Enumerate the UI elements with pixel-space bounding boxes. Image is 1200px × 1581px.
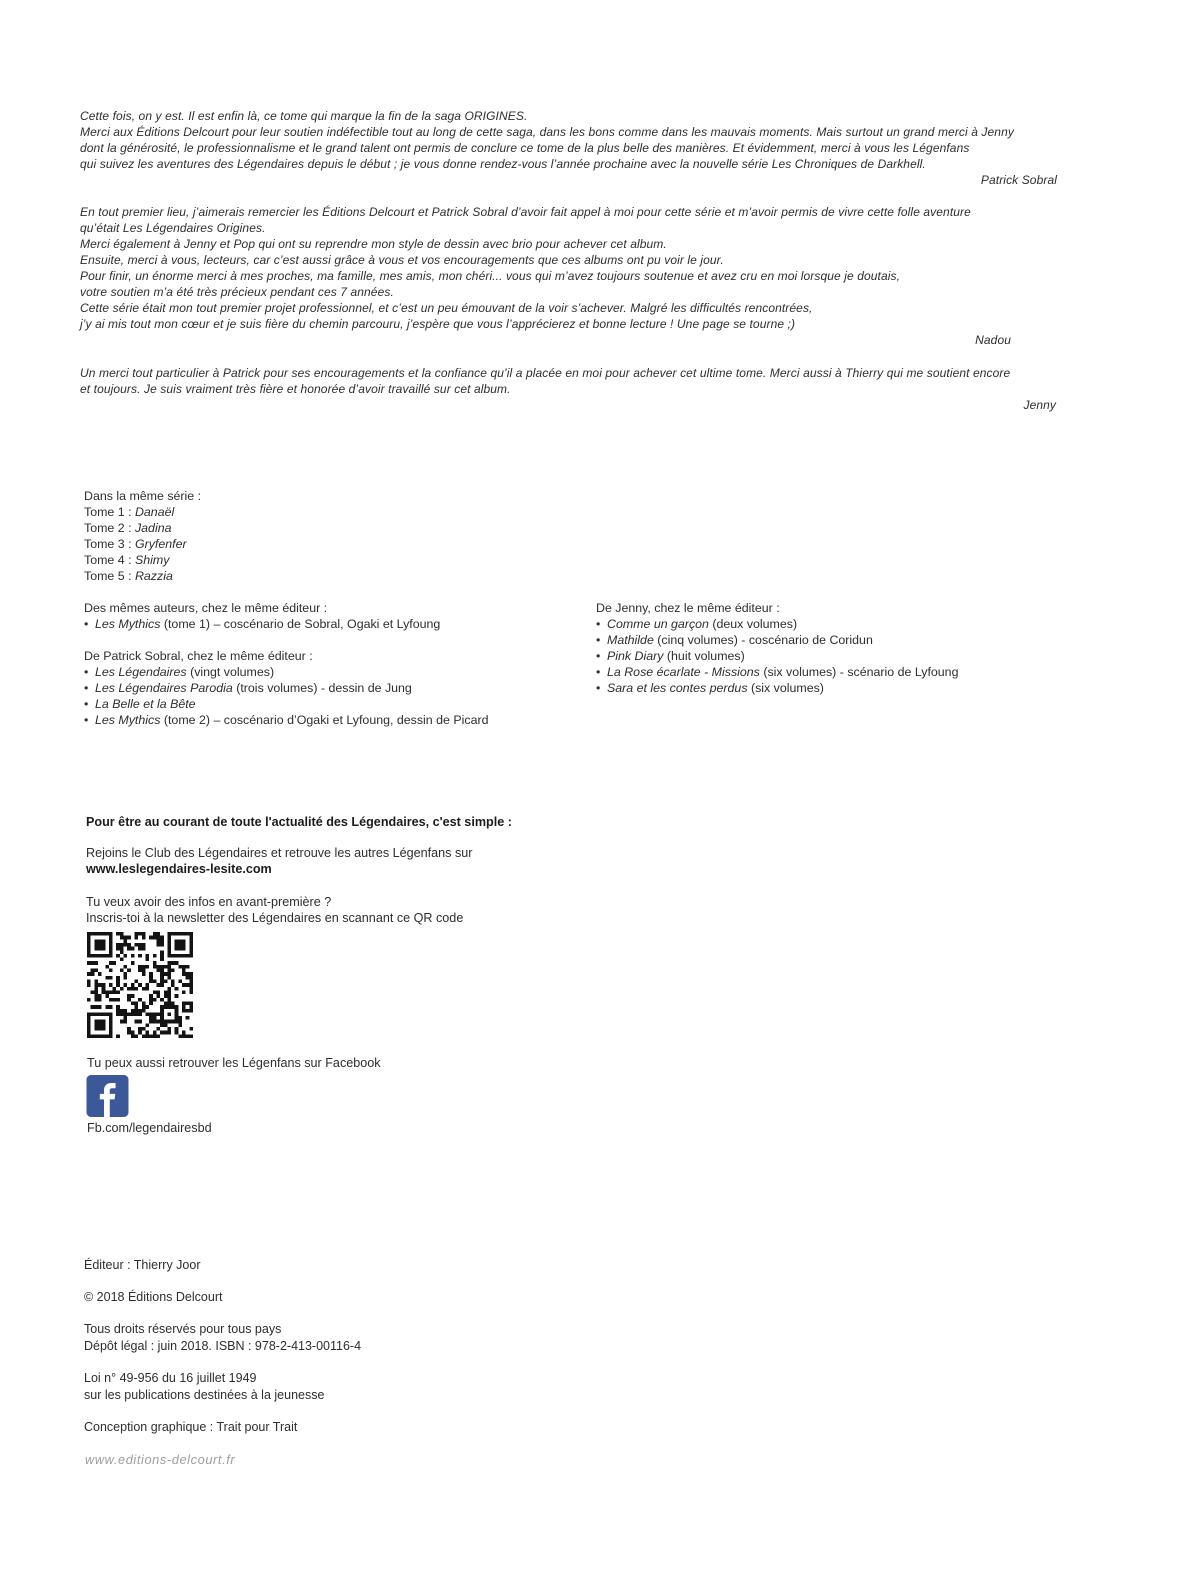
acknowledgment-text xyxy=(80,204,1011,332)
paragraph-line: et toujours. Je suis vraiment très fière et honorée d’avoir travaillé sur cet album. xyxy=(80,382,511,396)
bibliography-header: Des mêmes auteurs, chez le même éditeur : xyxy=(84,601,328,615)
series-item xyxy=(84,536,201,552)
acknowledgment-jenny xyxy=(80,365,1056,413)
acknowledgment-nadou xyxy=(80,204,1011,348)
series-item xyxy=(84,552,201,568)
facebook-url-text: Fb.com/legendairesbd xyxy=(87,1121,212,1135)
bullet-glyph: • xyxy=(84,617,89,631)
paragraph-line: j’y ai mis tout mon cœur et je suis fière du chemin parcouru, j’espère que vous l’apprécierez et bonne lecture ! Une page se tourne ;) xyxy=(80,317,796,331)
paragraph-line: Cette série était mon tout premier projet professionnel, et c’est un peu émouvant de la voir s’achever. Malgré les difficultés rencontrées, xyxy=(80,301,813,315)
series-item-title: Danaël xyxy=(134,505,175,519)
book-details: (vingt volumes) xyxy=(186,665,275,679)
paragraph-line: Un merci tout particulier à Patrick pour ses encouragements et la confiance qu’il a placée en moi pour achever cet ultime tome. Merci aussi à Thierry qui me soutient encore xyxy=(80,366,1011,380)
promo-newsletter xyxy=(86,894,463,926)
law-text-line2: sur les publications destinées à la jeunesse xyxy=(84,1388,325,1402)
bibliography-header: De Jenny, chez le même éditeur : xyxy=(596,601,780,615)
legal-copyright xyxy=(84,1289,222,1306)
bibliography-item xyxy=(84,664,489,680)
bullet-glyph: • xyxy=(596,665,601,679)
bullet-glyph: • xyxy=(84,665,89,679)
bullet-glyph: • xyxy=(84,697,89,711)
bibliography-item xyxy=(596,616,958,632)
bibliography-items xyxy=(596,616,958,696)
book-details: (trois volumes) - dessin de Jung xyxy=(232,681,412,695)
facebook-caption xyxy=(87,1055,381,1071)
bibliography-header: De Patrick Sobral, chez le même éditeur : xyxy=(84,649,313,663)
law-text-line1: Loi n° 49-956 du 16 juillet 1949 xyxy=(84,1371,257,1385)
paragraph-line: Merci aux Éditions Delcourt pour leur soutien indéfectible tout au long de cette saga, dans les bons comme dans les mauvais moments. Mais surtout un grand merci à Jenny xyxy=(80,125,1014,139)
signature-jenny: Jenny xyxy=(1023,398,1056,412)
bullet-glyph: • xyxy=(84,681,89,695)
legal-law xyxy=(84,1370,324,1404)
paragraph-line: dont la générosité, le professionnalisme et le grand talent ont permis de conclure ce tome de la plus belle des manières. Et évidemment, merci à vous les Légenfans xyxy=(80,141,970,155)
book-details: (tome 1) – coscénario de Sobral, Ogaki et Lyfoung xyxy=(160,617,441,631)
series-item xyxy=(84,504,201,520)
qr-code-image xyxy=(87,932,193,1038)
book-title: Les Légendaires xyxy=(95,665,187,679)
bibliography-item xyxy=(596,648,958,664)
promo-headline xyxy=(86,814,512,830)
bibliography-item xyxy=(84,616,489,632)
facebook-url xyxy=(87,1120,212,1136)
acknowledgment-text xyxy=(80,108,1057,172)
series-item xyxy=(84,520,201,536)
book-title: Les Mythics xyxy=(95,713,161,727)
promo-newsletter-question: Tu veux avoir des infos en avant-première ? xyxy=(86,895,332,909)
series-item xyxy=(84,568,201,584)
acknowledgment-text xyxy=(80,365,1056,397)
legal-editor xyxy=(84,1257,200,1274)
book-title: Les Légendaires Parodia xyxy=(95,681,233,695)
bibliography-item xyxy=(84,696,489,712)
qr-code xyxy=(87,932,193,1038)
bullet-glyph: • xyxy=(596,617,601,631)
series-item-title: Shimy xyxy=(134,553,170,567)
isbn-text: Dépôt légal : juin 2018. ISBN : 978-2-413-00116-4 xyxy=(84,1339,362,1353)
editor-text: Éditeur : Thierry Joor xyxy=(84,1258,201,1272)
paragraph-line: En tout premier lieu, j’aimerais remercier les Éditions Delcourt et Patrick Sobral d’avoir fait appel à moi pour cette série et m’avoir permis de vivre cette folle aventure xyxy=(80,205,971,219)
bibliography-items xyxy=(84,664,489,728)
book-title: Comme un garçon xyxy=(607,617,709,631)
series-item-label: Tome 5 : xyxy=(84,569,135,583)
promo-headline-text: Pour être au courant de toute l'actualité des Légendaires, c'est simple : xyxy=(86,815,512,829)
bibliography-sobral xyxy=(84,648,489,728)
book-title: La Rose écarlate - Missions xyxy=(607,665,760,679)
book-details: (huit volumes) xyxy=(663,649,745,663)
paragraph-line: Ensuite, merci à vous, lecteurs, car c’est aussi grâce à vous et vos encouragements que ces albums ont pu voir le jour. xyxy=(80,253,724,267)
series-item-title: Gryfenfer xyxy=(134,537,187,551)
promo-club-text: Rejoins le Club des Légendaires et retrouve les autres Légenfans sur xyxy=(86,846,473,860)
paragraph-line: votre soutien m’a été très précieux pendant ces 7 années. xyxy=(80,285,394,299)
book-title: Mathilde xyxy=(607,633,654,647)
bullet-glyph: • xyxy=(84,713,89,727)
rights-text: Tous droits réservés pour tous pays xyxy=(84,1322,282,1336)
signature-nadou: Nadou xyxy=(975,333,1011,347)
series-item-title: Jadina xyxy=(134,521,172,535)
series-list xyxy=(84,488,201,584)
paragraph-line: qui suivez les aventures des Légendaires depuis le début ; je vous donne rendez-vous l’année prochaine avec la nouvelle série Les Chroniques de Darkhell. xyxy=(80,157,926,171)
signature-patrick-sobral: Patrick Sobral xyxy=(980,173,1057,187)
facebook-logo xyxy=(85,1075,130,1117)
club-website-link: www.leslegendaires-lesite.com xyxy=(86,862,272,876)
copyright-text: © 2018 Éditions Delcourt xyxy=(84,1290,223,1304)
book-details: (deux volumes) xyxy=(708,617,798,631)
book-details: (cinq volumes) - coscénario de Coridun xyxy=(653,633,873,647)
bibliography-left-column xyxy=(84,600,489,728)
bibliography-item xyxy=(596,680,958,696)
book-title: La Belle et la Bête xyxy=(95,697,196,711)
book-details: (tome 2) – coscénario d’Ogaki et Lyfoung, dessin de Picard xyxy=(160,713,489,727)
publisher-website-text: www.editions-delcourt.fr xyxy=(85,1452,236,1467)
series-item-label: Tome 3 : xyxy=(84,537,135,551)
paragraph-line: qu’était Les Légendaires Origines. xyxy=(80,221,266,235)
legal-design xyxy=(84,1419,297,1436)
series-item-label: Tome 1 : xyxy=(84,505,135,519)
series-item-label: Tome 4 : xyxy=(84,553,135,567)
series-item-title: Razzia xyxy=(134,569,173,583)
design-credit-text: Conception graphique : Trait pour Trait xyxy=(84,1420,298,1434)
book-details: (six volumes) - scénario de Lyfoung xyxy=(759,665,959,679)
book-details: (six volumes) xyxy=(747,681,824,695)
acknowledgment-patrick-sobral xyxy=(80,108,1057,188)
bibliography-item xyxy=(596,632,958,648)
facebook-icon xyxy=(85,1075,130,1117)
bibliography-right-column xyxy=(596,600,958,696)
bibliography-item xyxy=(84,712,489,728)
bibliography-same-authors xyxy=(84,600,489,632)
paragraph-line: Merci également à Jenny et Pop qui ont su reprendre mon style de dessin avec brio pour achever cet album. xyxy=(80,237,667,251)
promo-newsletter-instruction: Inscris-toi à la newsletter des Légendaires en scannant ce QR code xyxy=(86,911,464,925)
promo-club xyxy=(86,845,472,877)
bibliography-item xyxy=(596,664,958,680)
legal-rights xyxy=(84,1321,361,1355)
paragraph-line: Cette fois, on y est. Il est enfin là, ce tome qui marque la fin de la saga ORIGINES. xyxy=(80,109,528,123)
bullet-glyph: • xyxy=(596,649,601,663)
bullet-glyph: • xyxy=(596,681,601,695)
book-title: Pink Diary xyxy=(607,649,664,663)
bibliography-items xyxy=(84,616,489,632)
book-title: Les Mythics xyxy=(95,617,161,631)
publisher-website xyxy=(85,1452,235,1467)
series-header: Dans la même série : xyxy=(84,489,202,503)
paragraph-line: Pour finir, un énorme merci à mes proches, ma famille, mes amis, mon chéri... vous qui m’avez toujours soutenue et avez cru en moi lorsque je doutais, xyxy=(80,269,901,283)
series-items xyxy=(84,504,201,584)
bullet-glyph: • xyxy=(596,633,601,647)
bibliography-item xyxy=(84,680,489,696)
bibliography-jenny xyxy=(596,600,958,696)
facebook-caption-text: Tu peux aussi retrouver les Légenfans sur Facebook xyxy=(87,1056,381,1070)
series-item-label: Tome 2 : xyxy=(84,521,135,535)
book-title: Sara et les contes perdus xyxy=(607,681,748,695)
